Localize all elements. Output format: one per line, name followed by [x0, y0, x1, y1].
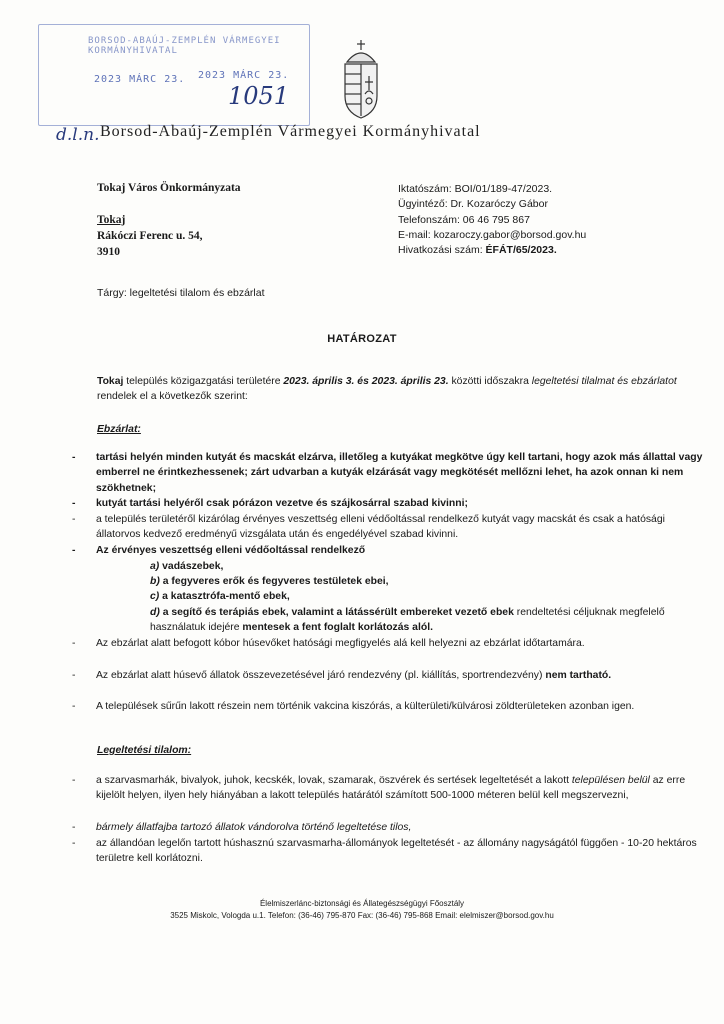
footer-email-link[interactable]: elelmiszer@borsod.gov.hu	[459, 911, 554, 920]
coat-of-arms-icon	[337, 38, 385, 122]
list-item: - bármely állatfajba tartozó állatok vándorolva történő legeltetése tilos,	[72, 822, 412, 833]
section-ebzarlat-heading: Ebzárlat:	[97, 424, 141, 435]
email-address: E-mail: kozaroczy.gabor@borsod.gov.hu	[398, 228, 587, 241]
list-item: - az állandóan legelőn tartott húshasznú szarvasmarha-állományok legeltetését - az állomány nagyságától függően - 10-20 hektáros területre kell korlátozni.	[72, 838, 697, 865]
stamp-header: BORSOD-ABAÚJ-ZEMPLÉN VÁRMEGYEI KORMÁNYHIVATAL	[88, 36, 281, 56]
registration-stamp	[38, 14, 316, 132]
list-item: - Az ebzárlat alatt húsevő állatok összevezetésével járó rendezvény (pl. kiállítás, sportrendezvény) nem tartható.	[72, 670, 612, 681]
recipient-zip: 3910	[97, 246, 120, 258]
list-item: - kutyát tartási helyéről csak pórázon vezetve és szájkosárral szabad kivinni;	[72, 498, 468, 509]
stamp-date-1: 2023 MÁRC 23.	[94, 74, 186, 85]
office-name: Borsod-Abaúj-Zemplén Vármegyei Kormányhivatal	[100, 123, 481, 140]
exempt-item-a: a) vadászebek,	[150, 561, 224, 572]
handwritten-initials: d.l.n.	[56, 125, 100, 145]
section-legeltetes-heading: Legeltetési tilalom:	[97, 745, 192, 756]
phone-number: Telefonszám: 06 46 795 867	[398, 213, 530, 226]
recipient-city: Tokaj	[97, 214, 126, 226]
document-title: HATÁROZAT	[327, 333, 397, 345]
recipient-street: Rákóczi Ferenc u. 54,	[97, 230, 203, 242]
exempt-item-d: d) a segítő és terápiás ebek, valamint a látássérült embereket vezető ebek rendeltetési céljuknak megfelelő használatuk idejére mentesek a fent foglalt korlátozás alól.	[150, 607, 665, 634]
list-item: - A települések sűrűn lakott részein nem történik vakcina kiszórás, a külterületi/külvárosi zöldterületeken azonban igen.	[72, 701, 635, 712]
intro-paragraph: Tokaj település közigazgatási területére 2023. április 3. és 2023. április 23. közötti időszakra legeltetési tilalmat és ebzárlatot rendelek el a következők szerint:	[97, 376, 677, 403]
document-meta	[398, 182, 586, 258]
footer	[0, 898, 724, 922]
footer-department: Élelmiszerlánc-biztonsági és Állategészségügyi Főosztály	[259, 899, 465, 908]
reference-number: Iktatószám: BOI/01/189-47/2023.	[398, 183, 553, 195]
list-item: - Az ebzárlat alatt befogott kóbor húsevőket hatósági megfigyelés alá kell helyezni az ebzárlat időtartamára.	[72, 638, 585, 649]
footer-contact: 3525 Miskolc, Vologda u.1. Telefon: (36-46) 795-870 Fax: (36-46) 795-868 Email: elelmiszer@borsod.gov.hu	[170, 911, 554, 920]
case-officer: Ügyintéző: Dr. Kozaróczy Gábor	[398, 198, 548, 211]
stamp-date-2: 2023 MÁRC 23.	[198, 70, 290, 81]
handwritten-number: 1051	[228, 82, 290, 110]
citation-number: Hivatkozási szám: ÉFÁT/65/2023.	[398, 244, 557, 257]
list-item: - Az érvényes veszettség elleni védőoltással rendelkező	[72, 545, 366, 556]
list-item: - a szarvasmarhák, bivalyok, juhok, kecskék, lovak, szamarak, öszvérek és sertések legeltetését a lakott településen belül az erre kijelölt helyen, ilyen hely hiányában a lakott település határától számított 500-1000 méteren belül kell megszervezni,	[72, 775, 686, 802]
exempt-item-b: b) a fegyveres erők és fegyveres testületek ebei,	[150, 576, 389, 587]
recipient-address	[97, 180, 241, 260]
subject-line: Tárgy: legeltetési tilalom és ebzárlat	[97, 287, 265, 299]
list-item: - a település területéről kizárólag érvényes veszettség elleni védőoltással rendelkező kutyát vagy macskát és csak a hatósági állatorvos kedvező eredményű vizsgálata után és engedélyével szabad kivinni.	[72, 514, 665, 541]
recipient-name: Tokaj Város Önkormányzata	[97, 182, 241, 194]
list-item: - tartási helyén minden kutyát és macskát elzárva, illetőleg a kutyákat megkötve úgy kell tartani, hogy azok más állattal vagy emberrel ne érintkezhessenek; zárt udvarban a kutyák elzárását vagy megkötését mellőzni lehet, ha azok onnan ki nem szökhetnek;	[72, 452, 703, 494]
exempt-item-c: c) a katasztrófa-mentő ebek,	[150, 591, 290, 602]
